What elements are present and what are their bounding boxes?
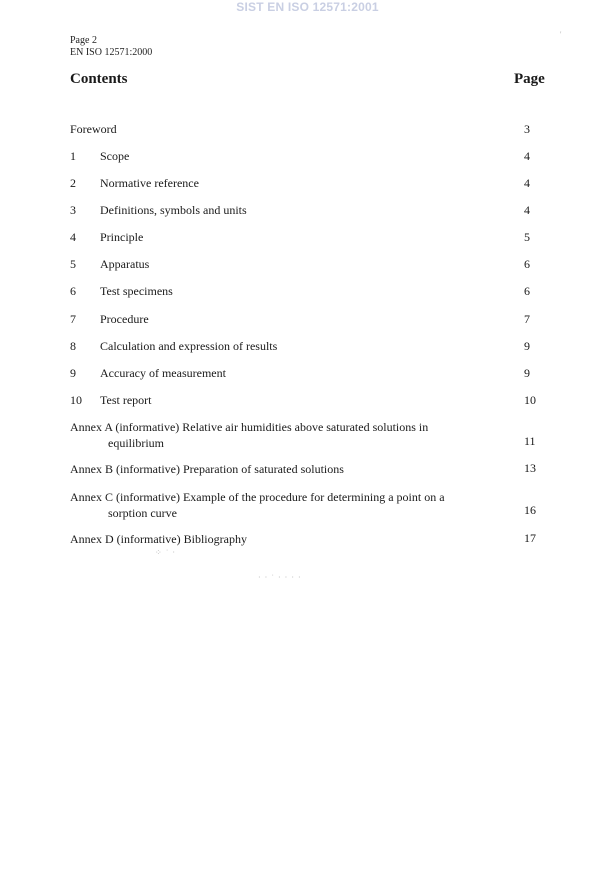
page-column-label: Page <box>514 71 545 87</box>
toc-entry-page: 3 <box>524 122 530 136</box>
toc-entry-page: 7 <box>524 312 530 326</box>
toc-entry-number: 3 <box>70 203 76 217</box>
toc-entry-number: 2 <box>70 176 76 190</box>
toc-entry-number: 8 <box>70 339 76 353</box>
toc-entry-title: Foreword <box>70 122 117 136</box>
toc-entry-title: Definitions, symbols and units <box>100 203 247 217</box>
page-number: Page 2 <box>70 35 97 46</box>
annex-title: Annex D (informative) Bibliography <box>70 532 247 546</box>
toc-entry-page: 6 <box>524 257 530 271</box>
toc-annex-a <box>70 419 540 453</box>
annex-title-continued: equilibrium <box>108 436 164 450</box>
annex-title: Annex B (informative) Preparation of saturated solutions <box>70 462 344 476</box>
toc-entry-page: 4 <box>524 176 530 190</box>
toc-entry-number: 6 <box>70 284 76 298</box>
toc-entry-page: 9 <box>524 339 530 353</box>
toc-entry-page: 10 <box>524 393 536 407</box>
toc-entry-title: Calculation and expression of results <box>100 339 278 353</box>
toc-entry-title: Test report <box>100 393 152 407</box>
toc-entry-page: 4 <box>524 203 530 217</box>
toc-entry-title: Test specimens <box>100 284 173 298</box>
toc-entry-title: Scope <box>100 149 130 163</box>
toc-entry-number: 1 <box>70 149 76 163</box>
toc-entry-page: 5 <box>524 230 530 244</box>
contents-title: Contents <box>70 71 128 87</box>
annex-page: 17 <box>524 531 536 545</box>
annex-page: 16 <box>524 503 536 517</box>
page-header <box>70 35 152 59</box>
toc-entry-title: Normative reference <box>100 176 199 190</box>
scan-smudge: · · ˙ · · · · <box>258 573 302 582</box>
toc-entry-title: Procedure <box>100 312 149 326</box>
toc-entry-page: 6 <box>524 284 530 298</box>
toc-entry-number: 9 <box>70 366 76 380</box>
toc-entry-title: Principle <box>100 230 144 244</box>
toc-entry-number: 5 <box>70 257 76 271</box>
standard-id: EN ISO 12571:2000 <box>70 47 153 58</box>
toc-annex-c <box>70 489 540 523</box>
toc-entry-title: Accuracy of measurement <box>100 366 226 380</box>
annex-title: Annex A (informative) Relative air humidities above saturated solutions in <box>70 420 429 434</box>
toc-entry-number: 7 <box>70 312 76 326</box>
scan-smudge: ⁘ ˙ · <box>155 548 177 557</box>
watermark: SIST EN ISO 12571:2001 <box>236 0 379 14</box>
scan-smudge: ' <box>560 30 563 39</box>
toc-entry-page: 4 <box>524 149 530 163</box>
annex-title: Annex C (informative) Example of the procedure for determining a point on a <box>70 490 445 504</box>
toc-entry-page: 9 <box>524 366 530 380</box>
annex-title-continued: sorption curve <box>108 506 177 520</box>
toc-entry-title: Apparatus <box>100 257 150 271</box>
annex-page: 13 <box>524 461 536 475</box>
annex-page: 11 <box>524 434 536 448</box>
toc-entry-number: 10 <box>70 393 82 407</box>
toc-entry-number: 4 <box>70 230 76 244</box>
